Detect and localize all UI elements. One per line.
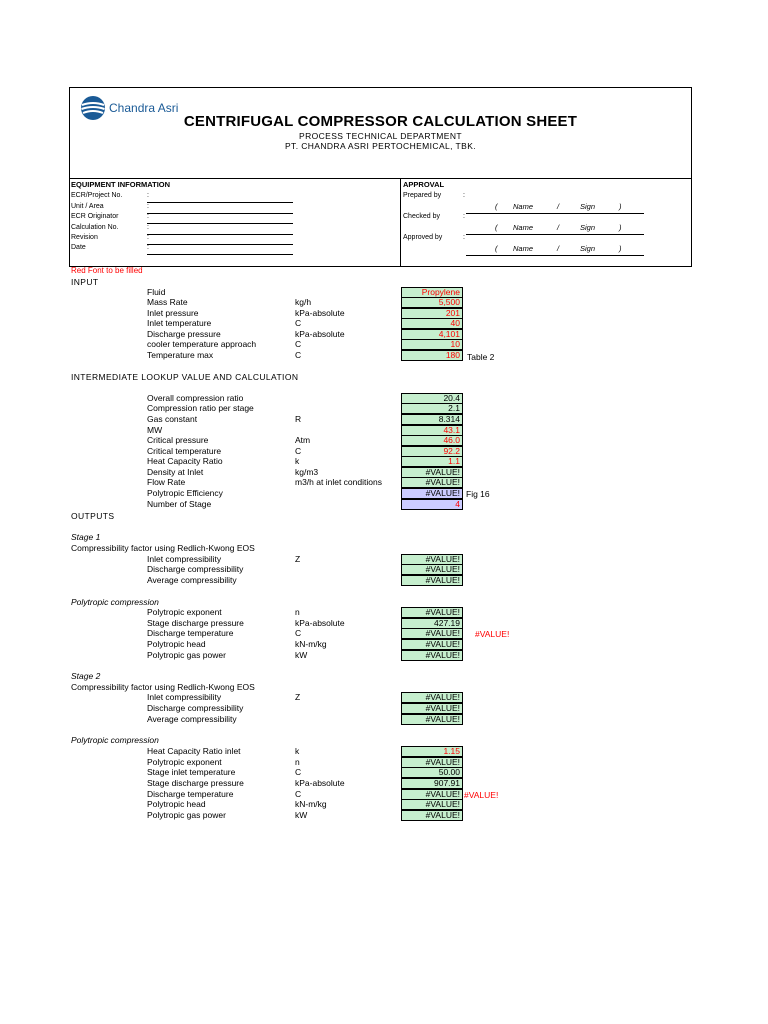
value-cell[interactable]: 1.15 [401,746,463,757]
parameter-label: Heat Capacity Ratio inlet [147,746,241,756]
value-cell[interactable]: 907.91 [401,778,463,789]
parameter-label: Stage discharge pressure [147,778,244,788]
parameter-unit: kg/m3 [295,467,319,477]
approval-sign-placeholder: Sign [580,202,596,211]
logo-text: Chandra Asri [109,101,179,115]
fill-note: Red Font to be filled [71,266,143,275]
input-heading: INPUT [71,277,99,287]
approval-slash: / [557,202,560,211]
approval-heading: APPROVAL [403,180,445,189]
approval-close-paren: ) [619,202,622,211]
parameter-unit: kPa-absolute [295,618,345,628]
value-cell[interactable]: #VALUE! [401,564,463,575]
parameter-label: Critical temperature [147,446,222,456]
approval-colon: : [463,234,465,241]
parameter-unit: kN-m/kg [295,639,327,649]
parameter-label: Polytropic head [147,639,206,649]
parameter-label: MW [147,425,163,435]
info-divider [400,178,401,267]
parameter-label: Inlet temperature [147,318,212,328]
equipment-field-label: Date [71,244,86,251]
parameter-label: Polytropic gas power [147,810,226,820]
parameter-label: Inlet compressibility [147,692,222,702]
parameter-label: Flow Rate [147,477,186,487]
approval-open-paren: ( [495,223,498,232]
parameter-label: Mass Rate [147,297,188,307]
value-cell[interactable]: #VALUE! [401,789,463,800]
parameter-unit: C [295,628,302,638]
stage-2-polytropic-heading: Polytropic compression [71,735,159,745]
stage-1-compressibility-heading: Compressibility factor using Redlich-Kwong EOS [71,543,255,553]
parameter-unit: C [295,446,302,456]
approval-close-paren: ) [619,244,622,253]
equipment-field-input[interactable] [147,244,293,245]
parameter-label: Polytropic exponent [147,757,222,767]
outputs-heading: OUTPUTS [71,511,115,521]
value-cell[interactable]: #VALUE! [401,477,463,488]
parameter-label: Stage inlet temperature [147,767,236,777]
equipment-field-label: Calculation No. [71,224,119,231]
parameter-unit: kPa-absolute [295,308,345,318]
value-cell[interactable]: 8.314 [401,414,463,425]
approval-name-placeholder: Name [513,244,534,253]
value-cell[interactable]: 5,500 [401,297,463,308]
page-title: CENTRIFUGAL COMPRESSOR CALCULATION SHEET [183,113,578,130]
equipment-heading: EQUIPMENT INFORMATION [71,180,171,189]
approval-close-paren: ) [619,223,622,232]
parameter-unit: kW [295,810,308,820]
value-cell[interactable]: #VALUE! [401,575,463,586]
parameter-label: Temperature max [147,350,214,360]
parameter-unit: kW [295,650,308,660]
parameter-label: Discharge compressibility [147,703,244,713]
value-cell[interactable]: #VALUE! [401,757,463,768]
approval-open-paren: ( [495,202,498,211]
header-divider [69,178,692,179]
equipment-field-colon: : [147,203,149,210]
parameter-unit: k [295,456,300,466]
equipment-field-colon: : [147,224,149,231]
approval-slash: / [557,244,560,253]
value-cell[interactable]: 50.00 [401,767,463,778]
equipment-field-input[interactable] [147,202,293,203]
parameter-label: Number of Stage [147,499,212,509]
approval-name-placeholder: Name [513,202,534,211]
value-cell[interactable]: #VALUE! [401,692,463,703]
approval-name-placeholder: Name [513,223,534,232]
table-reference: Table 2 [467,352,495,362]
parameter-label: Discharge pressure [147,329,221,339]
parameter-unit: Z [295,692,301,702]
approval-input[interactable] [466,213,644,214]
parameter-label: Critical pressure [147,435,209,445]
parameter-label: Discharge temperature [147,628,234,638]
approval-sign-placeholder: Sign [580,244,596,253]
stage-2-title: Stage 2 [71,671,101,681]
stage-1-polytropic-heading: Polytropic compression [71,597,159,607]
equipment-field-label: ECR Originator [71,213,119,220]
parameter-label: cooler temperature approach [147,339,257,349]
stage-2-compressibility-heading: Compressibility factor using Redlich-Kwong EOS [71,682,255,692]
value-cell[interactable]: 92.2 [401,446,463,457]
parameter-unit: Atm [295,435,311,445]
parameter-label: Inlet compressibility [147,554,222,564]
value-cell[interactable]: #VALUE! [401,639,463,650]
approval-sign-placeholder: Sign [580,223,596,232]
parameter-label: Gas constant [147,414,198,424]
value-cell[interactable]: #VALUE! [401,650,463,661]
equipment-field-colon: : [147,192,149,199]
parameter-label: Compression ratio per stage [147,403,254,413]
parameter-label: Density at Inlet [147,467,204,477]
parameter-unit: k [295,746,300,756]
equipment-field-colon: : [147,213,149,220]
value-cell[interactable]: Propylene [401,287,463,298]
parameter-label: Polytropic gas power [147,650,226,660]
value-cell[interactable]: #VALUE! [401,810,463,821]
parameter-label: Discharge temperature [147,789,234,799]
parameter-label: Average compressibility [147,575,237,585]
value-cell[interactable]: #VALUE! [401,714,463,725]
value-cell[interactable]: 201 [401,308,463,319]
approval-slash: / [557,223,560,232]
approval-input[interactable] [466,234,644,235]
parameter-unit: C [295,318,302,328]
parameter-label: Polytropic exponent [147,607,222,617]
parameter-unit: kPa-absolute [295,329,345,339]
value-cell[interactable]: 4,101 [401,329,463,340]
parameter-unit: C [295,789,302,799]
value-cell[interactable]: 2.1 [401,403,463,414]
equipment-field-colon: : [147,244,149,251]
company-subtitle: PT. CHANDRA ASRI PERTOCHEMICAL, TBK. [284,141,477,151]
value-cell[interactable]: 40 [401,318,463,329]
value-cell[interactable]: 20.4 [401,393,463,404]
parameter-label: Average compressibility [147,714,237,724]
equipment-field-input[interactable] [147,223,293,224]
value-cell[interactable]: 1.1 [401,456,463,467]
equipment-field-input[interactable] [147,213,293,214]
value-cell[interactable]: #VALUE! [401,554,463,565]
department-subtitle: PROCESS TECHNICAL DEPARTMENT [299,131,462,141]
parameter-unit: n [295,757,300,767]
stage-1-title: Stage 1 [71,532,101,542]
intermediate-heading: INTERMEDIATE LOOKUP VALUE AND CALCULATION [71,372,299,382]
parameter-label: Polytropic Efficiency [147,488,223,498]
parameter-label: Overall compression ratio [147,393,244,403]
parameter-unit: kg/h [295,297,312,307]
approval-open-paren: ( [495,244,498,253]
approval-label: Approved by [403,234,443,241]
value-cell[interactable]: 10 [401,339,463,350]
approval-colon: : [463,192,465,199]
value-cell[interactable]: #VALUE! [401,799,463,810]
value-cell[interactable]: 180 [401,350,463,361]
value-cell[interactable]: 427.19 [401,618,463,629]
value-cell[interactable]: 43.1 [401,425,463,436]
parameter-unit: C [295,339,302,349]
parameter-unit: kN-m/kg [295,799,327,809]
figure-reference: Fig 16 [466,489,490,499]
parameter-label: Polytropic head [147,799,206,809]
value-cell[interactable]: #VALUE! [401,488,463,499]
value-cell[interactable]: #VALUE! [401,467,463,478]
equipment-field-label: ECR/Project No. [71,192,123,199]
value-cell[interactable]: #VALUE! [401,628,463,639]
equipment-field-colon: : [147,234,149,241]
equipment-field-label: Revision [71,234,98,241]
approval-label: Prepared by [403,192,442,199]
value-cell[interactable]: 4 [401,499,463,510]
value-cell[interactable]: 46.0 [401,435,463,446]
parameter-label: Fluid [147,287,166,297]
parameter-unit: Z [295,554,301,564]
parameter-unit: kPa-absolute [295,778,345,788]
equipment-field-label: Unit / Area [71,203,104,210]
value-cell[interactable]: #VALUE! [401,703,463,714]
equipment-field-input[interactable] [147,254,293,255]
parameter-unit: C [295,767,302,777]
approval-colon: : [463,213,465,220]
stage-1-error-note: #VALUE! [475,629,510,639]
equipment-field-input[interactable] [147,234,293,235]
approval-label: Checked by [403,213,440,220]
parameter-unit: m3/h at inlet conditions [295,477,382,487]
value-cell[interactable]: #VALUE! [401,607,463,618]
parameter-unit: C [295,350,302,360]
parameter-label: Heat Capacity Ratio [147,456,223,466]
parameter-label: Stage discharge pressure [147,618,244,628]
parameter-unit: R [295,414,302,424]
parameter-label: Discharge compressibility [147,564,244,574]
stage-2-error-note: #VALUE! [464,790,499,800]
approval-input[interactable] [466,255,644,256]
parameter-label: Inlet pressure [147,308,199,318]
parameter-unit: n [295,607,300,617]
